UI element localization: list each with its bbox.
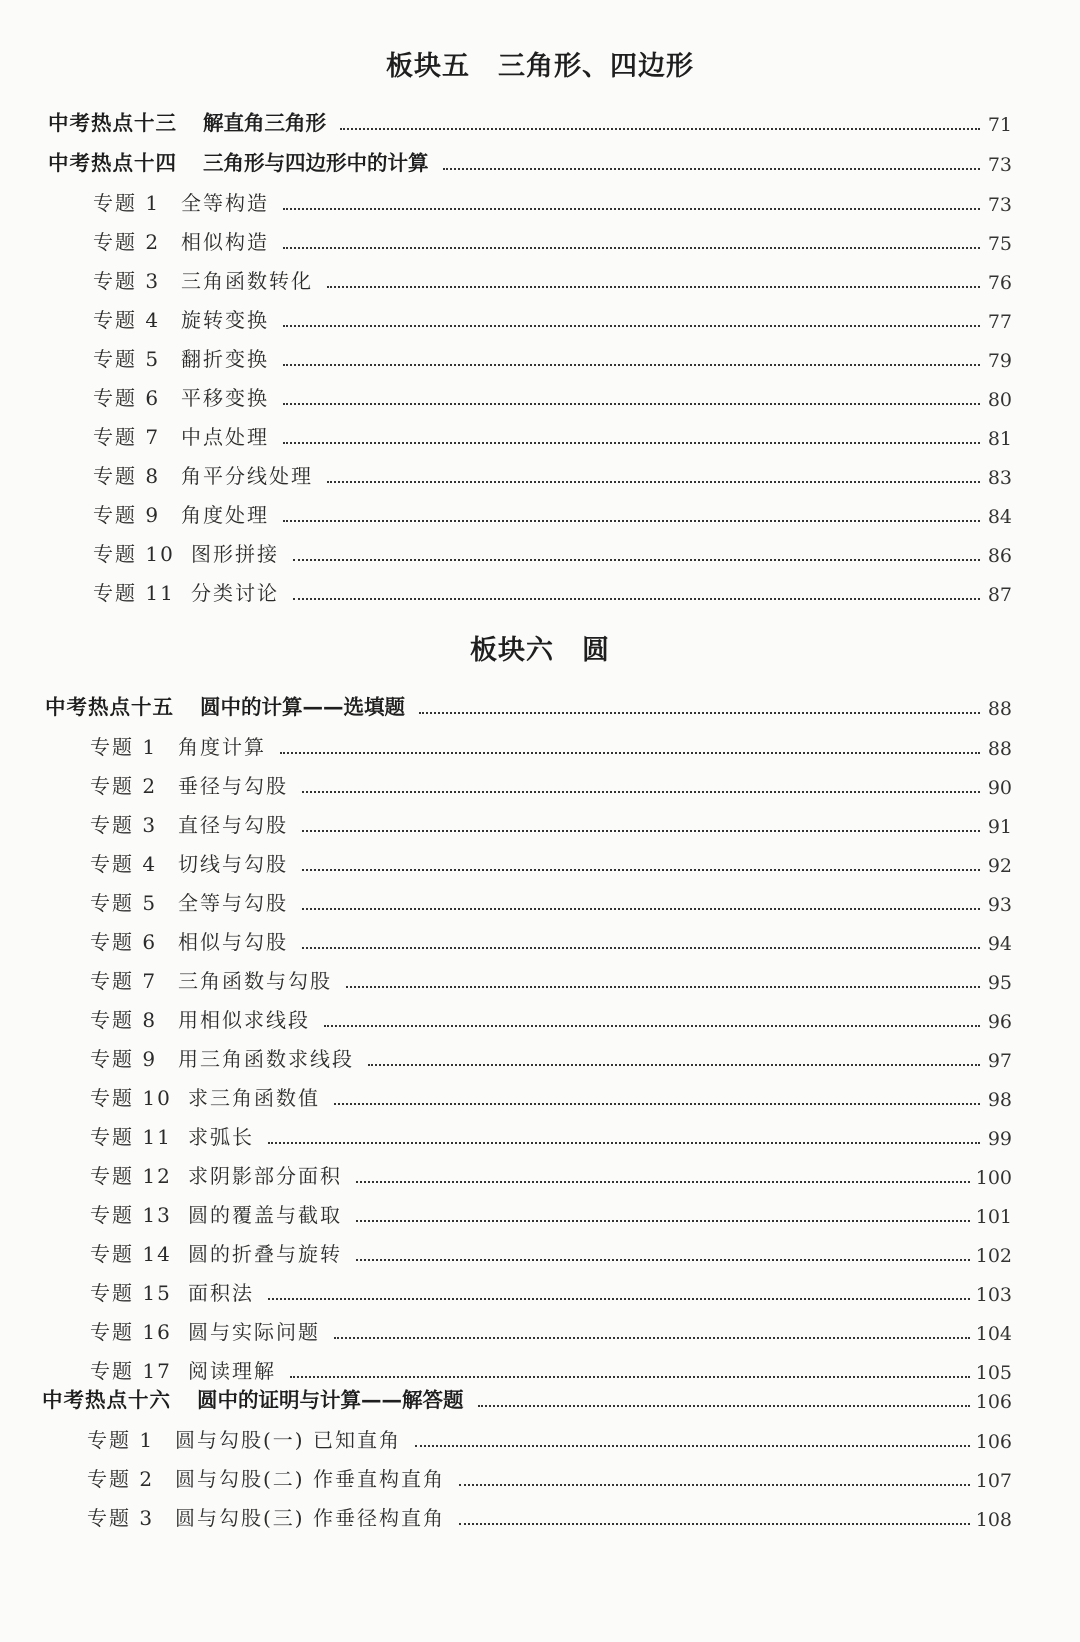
topic-title: 全等构造 <box>181 191 269 215</box>
toc-topic[interactable] <box>87 1460 1012 1492</box>
toc-topic[interactable] <box>90 1118 1012 1150</box>
toc-topic[interactable] <box>90 1235 1012 1267</box>
hotspot-title: 解直角三角形 <box>203 111 326 135</box>
topic-label: 专题 6 <box>93 386 161 410</box>
toc-topic[interactable] <box>93 340 1012 372</box>
dot-leader <box>283 247 980 249</box>
dot-leader <box>302 830 980 832</box>
page-number: 96 <box>987 1011 1012 1033</box>
topic-label: 专题 10 <box>93 542 175 566</box>
topic-title: 全等与勾股 <box>178 891 288 915</box>
topic-title: 相似与勾股 <box>178 930 288 954</box>
topic-label: 专题 3 <box>93 269 161 293</box>
page-number: 77 <box>987 311 1012 333</box>
topic-label: 专题 15 <box>90 1281 172 1305</box>
toc-topic[interactable] <box>93 574 1012 606</box>
dot-leader <box>327 286 980 288</box>
hotspot-title: 圆中的证明与计算——解答题 <box>197 1388 464 1412</box>
topic-title: 圆与勾股(三) 作垂径构直角 <box>175 1506 445 1530</box>
topic-title: 直径与勾股 <box>178 813 288 837</box>
dot-leader <box>290 1376 970 1378</box>
topic-label: 专题 9 <box>90 1047 158 1071</box>
toc-hotspot-13[interactable] <box>48 104 1012 136</box>
hotspot-label: 中考热点十六 <box>42 1388 171 1412</box>
dot-leader <box>302 908 980 910</box>
page-number: 90 <box>987 777 1012 799</box>
dot-leader <box>268 1298 970 1300</box>
topic-title: 角平分线处理 <box>181 464 313 488</box>
topic-label: 专题 7 <box>90 969 158 993</box>
toc-hotspot-15[interactable] <box>45 688 1012 720</box>
topic-label: 专题 4 <box>90 852 158 876</box>
toc-topic[interactable] <box>87 1421 1012 1453</box>
topic-label: 专题 2 <box>87 1467 155 1491</box>
topic-label: 专题 11 <box>93 581 175 605</box>
dot-leader <box>280 752 980 754</box>
toc-topic[interactable] <box>90 728 1012 760</box>
section-name: 圆 <box>582 635 610 666</box>
page-number: 105 <box>975 1362 1012 1384</box>
dot-leader <box>283 520 980 522</box>
dot-leader <box>283 364 980 366</box>
dot-leader <box>283 208 980 210</box>
page-number: 108 <box>975 1509 1012 1531</box>
toc-topic[interactable] <box>90 962 1012 994</box>
topic-title: 角度处理 <box>181 503 269 527</box>
toc-topic[interactable] <box>90 1274 1012 1306</box>
page-number: 75 <box>987 233 1012 255</box>
topic-title: 面积法 <box>188 1281 254 1305</box>
page-number: 86 <box>987 545 1012 567</box>
toc-topic[interactable] <box>90 884 1012 916</box>
dot-leader <box>302 869 980 871</box>
topic-title: 图形拼接 <box>191 542 279 566</box>
dot-leader <box>302 947 980 949</box>
dot-leader <box>340 128 980 130</box>
page-number: 84 <box>987 506 1012 528</box>
page-number: 73 <box>987 194 1012 216</box>
topic-label: 专题 10 <box>90 1086 172 1110</box>
topic-title: 用相似求线段 <box>178 1008 310 1032</box>
toc-topic[interactable] <box>93 535 1012 567</box>
topic-title: 圆与勾股(二) 作垂直构直角 <box>175 1467 445 1491</box>
dot-leader <box>459 1484 970 1486</box>
dot-leader <box>356 1259 970 1261</box>
page-number: 80 <box>987 389 1012 411</box>
dot-leader <box>356 1181 970 1183</box>
dot-leader <box>327 481 980 483</box>
dot-leader <box>478 1405 970 1407</box>
toc-topic[interactable] <box>93 223 1012 255</box>
page-number: 106 <box>975 1431 1012 1453</box>
page-number: 93 <box>987 894 1012 916</box>
page-number: 88 <box>987 698 1012 720</box>
toc-topic[interactable] <box>93 301 1012 333</box>
toc-topic[interactable] <box>90 923 1012 955</box>
dot-leader <box>293 598 980 600</box>
topic-label: 专题 1 <box>93 191 161 215</box>
page-number: 88 <box>987 738 1012 760</box>
toc-topic[interactable] <box>90 1352 1012 1384</box>
page-number: 71 <box>987 114 1012 136</box>
topic-title: 旋转变换 <box>181 308 269 332</box>
section-title-5 <box>0 44 1080 83</box>
topic-title: 垂径与勾股 <box>178 774 288 798</box>
toc-topic[interactable] <box>87 1499 1012 1531</box>
hotspot-title: 三角形与四边形中的计算 <box>203 151 429 175</box>
topic-title: 分类讨论 <box>191 581 279 605</box>
page-number: 94 <box>987 933 1012 955</box>
dot-leader <box>283 442 980 444</box>
page-number: 103 <box>975 1284 1012 1306</box>
dot-leader <box>346 986 980 988</box>
topic-label: 专题 17 <box>90 1359 172 1383</box>
toc-hotspot-16[interactable] <box>42 1381 1012 1413</box>
toc-topic[interactable] <box>93 184 1012 216</box>
page-number: 101 <box>975 1206 1012 1228</box>
page-number: 106 <box>975 1391 1012 1413</box>
dot-leader <box>324 1025 980 1027</box>
page-number: 95 <box>987 972 1012 994</box>
page-number: 92 <box>987 855 1012 877</box>
topic-title: 求弧长 <box>188 1125 254 1149</box>
topic-title: 圆的折叠与旋转 <box>188 1242 342 1266</box>
toc-topic[interactable] <box>90 1001 1012 1033</box>
topic-title: 用三角函数求线段 <box>178 1047 354 1071</box>
topic-label: 专题 3 <box>90 813 158 837</box>
hotspot-label: 中考热点十三 <box>48 111 177 135</box>
topic-title: 三角函数与勾股 <box>178 969 332 993</box>
dot-leader <box>283 403 980 405</box>
dot-leader <box>334 1337 970 1339</box>
topic-title: 切线与勾股 <box>178 852 288 876</box>
topic-label: 专题 12 <box>90 1164 172 1188</box>
topic-title: 求阴影部分面积 <box>188 1164 342 1188</box>
toc-topic[interactable] <box>93 496 1012 528</box>
topic-label: 专题 13 <box>90 1203 172 1227</box>
dot-leader <box>334 1103 980 1105</box>
topic-label: 专题 3 <box>87 1506 155 1530</box>
page-number: 79 <box>987 350 1012 372</box>
dot-leader <box>443 168 981 170</box>
topic-title: 三角函数转化 <box>181 269 313 293</box>
page-number: 83 <box>987 467 1012 489</box>
dot-leader <box>415 1445 970 1447</box>
dot-leader <box>419 712 980 714</box>
toc-topic[interactable] <box>93 418 1012 450</box>
page-number: 73 <box>987 154 1012 176</box>
topic-title: 圆与勾股(一) 已知直角 <box>175 1428 401 1452</box>
dot-leader <box>268 1142 980 1144</box>
topic-label: 专题 5 <box>90 891 158 915</box>
page-number: 91 <box>987 816 1012 838</box>
topic-title: 角度计算 <box>178 735 266 759</box>
dot-leader <box>283 325 980 327</box>
section-number: 板块五 <box>386 51 470 82</box>
topic-label: 专题 5 <box>93 347 161 371</box>
section-name: 三角形、四边形 <box>498 51 694 82</box>
dot-leader <box>459 1523 970 1525</box>
dot-leader <box>302 791 980 793</box>
topic-title: 圆与实际问题 <box>188 1320 320 1344</box>
page-number: 97 <box>987 1050 1012 1072</box>
toc-topic[interactable] <box>93 457 1012 489</box>
topic-title: 中点处理 <box>181 425 269 449</box>
section-number: 板块六 <box>470 635 554 666</box>
page-number: 107 <box>975 1470 1012 1492</box>
topic-label: 专题 1 <box>87 1428 155 1452</box>
topic-label: 专题 1 <box>90 735 158 759</box>
topic-label: 专题 8 <box>93 464 161 488</box>
topic-label: 专题 7 <box>93 425 161 449</box>
topic-label: 专题 2 <box>90 774 158 798</box>
topic-label: 专题 6 <box>90 930 158 954</box>
topic-label: 专题 14 <box>90 1242 172 1266</box>
page-number: 98 <box>987 1089 1012 1111</box>
topic-label: 专题 9 <box>93 503 161 527</box>
toc-topic[interactable] <box>90 806 1012 838</box>
topic-title: 相似构造 <box>181 230 269 254</box>
toc-topic[interactable] <box>90 1040 1012 1072</box>
topic-label: 专题 4 <box>93 308 161 332</box>
topic-label: 专题 11 <box>90 1125 172 1149</box>
toc-topic[interactable] <box>93 379 1012 411</box>
toc-topic[interactable] <box>90 767 1012 799</box>
toc-topic[interactable] <box>90 1157 1012 1189</box>
topic-title: 翻折变换 <box>181 347 269 371</box>
toc-topic[interactable] <box>90 1196 1012 1228</box>
topic-title: 圆的覆盖与截取 <box>188 1203 342 1227</box>
toc-topic[interactable] <box>90 1079 1012 1111</box>
toc-topic[interactable] <box>90 1313 1012 1345</box>
topic-title: 平移变换 <box>181 386 269 410</box>
page-number: 81 <box>987 428 1012 450</box>
toc-hotspot-14[interactable] <box>48 144 1012 176</box>
toc-topic[interactable] <box>90 845 1012 877</box>
page-number: 102 <box>975 1245 1012 1267</box>
page-number: 87 <box>987 584 1012 606</box>
hotspot-label: 中考热点十五 <box>45 695 174 719</box>
dot-leader <box>293 559 980 561</box>
topic-label: 专题 8 <box>90 1008 158 1032</box>
dot-leader <box>368 1064 980 1066</box>
hotspot-title: 圆中的计算——选填题 <box>200 695 405 719</box>
topic-label: 专题 16 <box>90 1320 172 1344</box>
topic-title: 求三角函数值 <box>188 1086 320 1110</box>
toc-topic[interactable] <box>93 262 1012 294</box>
page-number: 104 <box>975 1323 1012 1345</box>
page-number: 100 <box>975 1167 1012 1189</box>
page-number: 76 <box>987 272 1012 294</box>
page-number: 99 <box>987 1128 1012 1150</box>
hotspot-label: 中考热点十四 <box>48 151 177 175</box>
topic-label: 专题 2 <box>93 230 161 254</box>
topic-title: 阅读理解 <box>188 1359 276 1383</box>
dot-leader <box>356 1220 970 1222</box>
section-title-6 <box>0 628 1080 667</box>
